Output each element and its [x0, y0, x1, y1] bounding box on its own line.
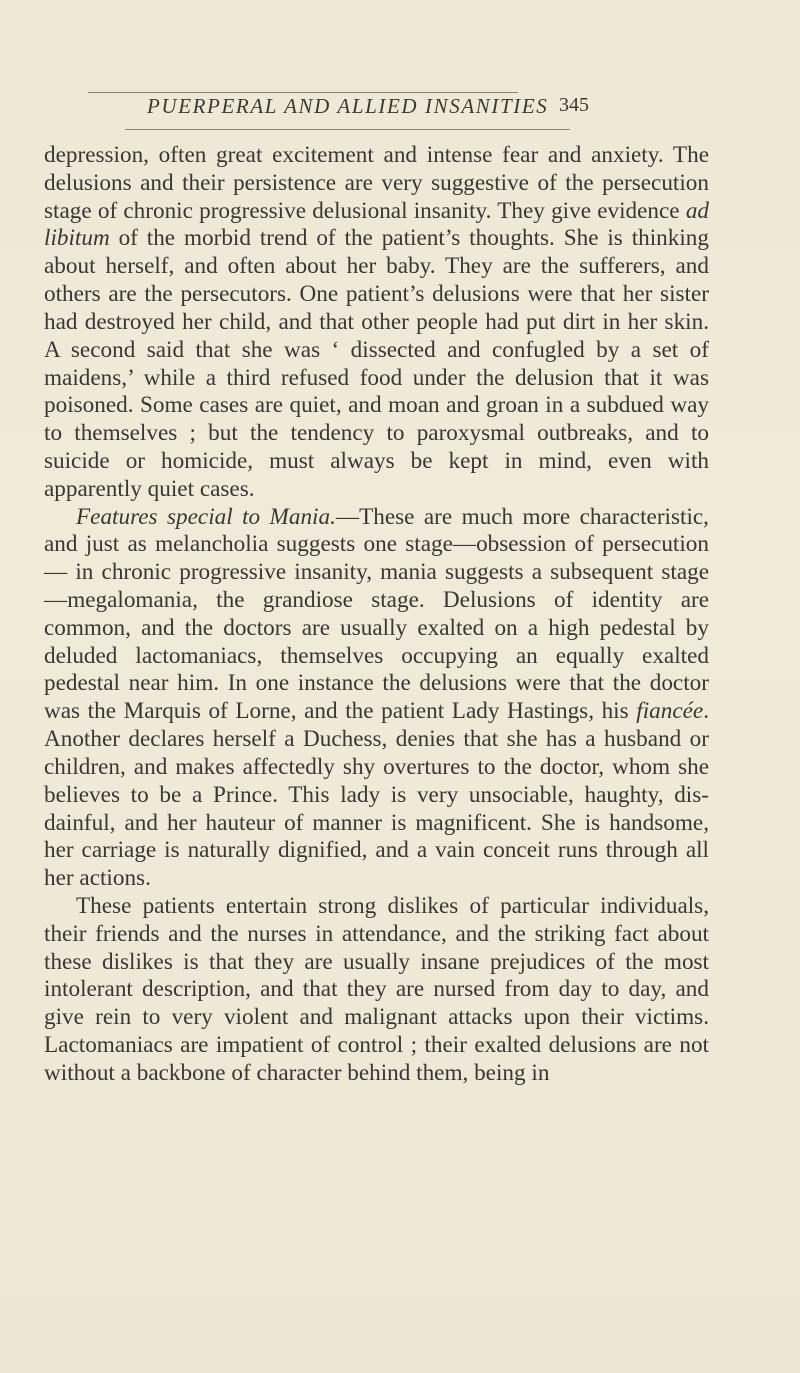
paragraph-2 [44, 504, 709, 893]
paragraph-1-latin-phrase: ad libitum [44, 197, 709, 252]
section-heading-mania: Features special to Mania. [76, 503, 336, 530]
paragraph-3 [44, 893, 709, 1088]
paragraph-3-text: These patients entertain strong dislikes of particular individuals, their friends and the nurses in attendance, and the striking fact about these dislikes is that they are usually insane prejudices of the most intolerant description, and that they are nursed from day to day, and give rein to very violent and malignant attacks upon their victims. Lactomaniacs are impatient of control ; their exalted delusions are not without a backbone of character behind them, being in [44, 892, 709, 1086]
paragraph-2-text-b: . Another declares herself a Duchess, denies that she has a husband or children, and makes affectedly shy overtures to the doctor, whom she believes to be a Prince. This lady is very unsociable, haughty, disdainful, and her hauteur of manner is magnificent. She is handsome, her carriage is naturally dignified, and a vain conceit runs through all her actions. [44, 698, 709, 892]
page-number: 345 [559, 94, 589, 116]
header-rule-bottom [125, 129, 570, 130]
page-header [147, 94, 707, 124]
paragraph-2-italic-word: fiancée [636, 698, 704, 725]
header-rule-top [88, 92, 518, 93]
running-head: PUERPERAL AND ALLIED INSANITIES [147, 94, 549, 118]
paragraph-2-text-a: —These are much more characteristic, and just as melancholia suggests one stage—obsession of persecution — in chronic progressive insanity, mania suggests a subsequent stage—megalomania, the grandiose stage. Delusions of identity are common, and the doctors are usually exalted on a high pedestal by deluded lactomaniacs, themselves occupying an equally exalted pedestal near him. In one instance the delusions were that the doctor was the Marquis of Lorne, and the patient Lady Hastings, his [44, 503, 709, 725]
paragraph-1-text-a: depression, often great excitement and intense fear and anxiety. The delusions and their persistence are very suggestive of the persecution stage of chronic progressive delusional insanity. They give evidence [44, 142, 709, 224]
body-text [44, 142, 709, 1088]
paragraph-1 [44, 142, 709, 504]
paragraph-1-text-b: of the morbid trend of the patient’s thoughts. She is thinking about herself, and often about her baby. They are the sufferers, and others are the persecutors. One patient’s delusions were that her sister had destroyed her child, and that other people had put dirt in her skin. A second said that she was ‘ dissected and confugled by a set of maidens,’ while a third refused food under the delusion that it was poisoned. Some cases are quiet, and moan and groan in a subdued way to themselves ; but the tendency to paroxysmal outbreaks, and to suicide or homicide, must always be kept in mind, even with apparently quiet cases. [44, 225, 709, 502]
